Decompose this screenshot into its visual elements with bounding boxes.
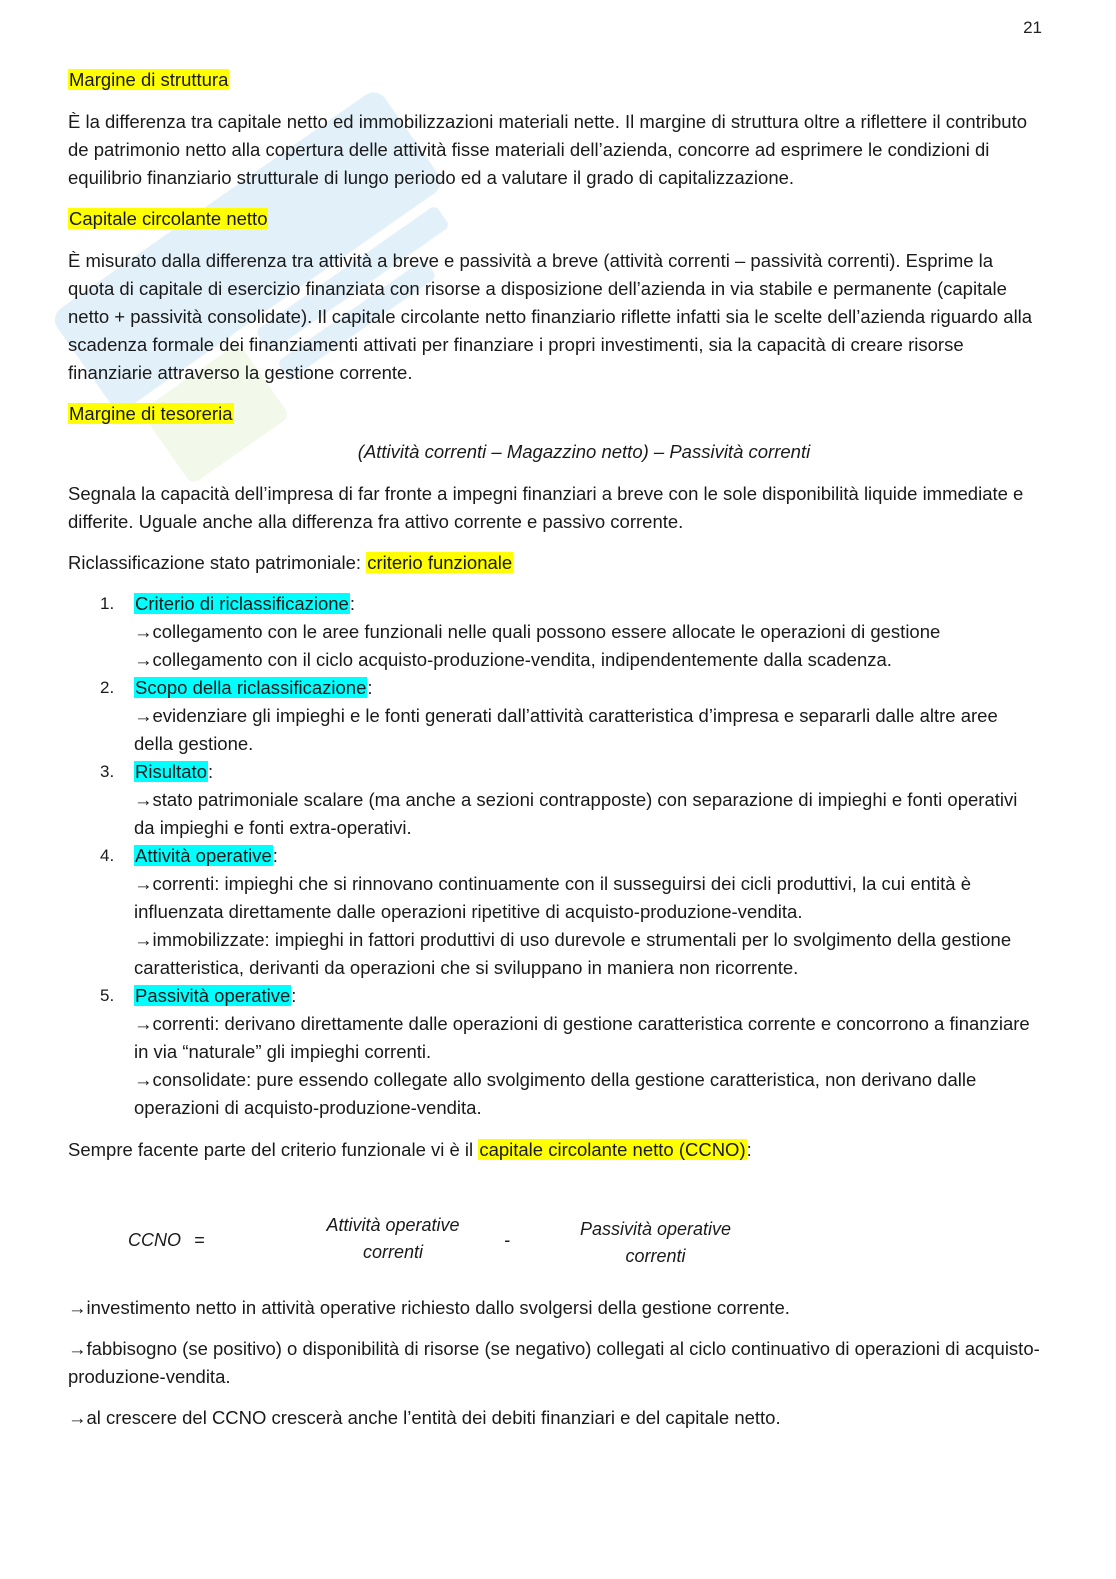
ccno-note: →al crescere del CCNO crescerà anche l’entità dei debiti finanziari e del capitale netto. [68, 1407, 781, 1428]
list-item-title: Attività operative [135, 845, 272, 866]
paragraph-tesoreria: Segnala la capacità dell’impresa di far fronte a impegni finanziari a breve con le sole disponibilità liquide immediate e differite. Uguale anche alla differenza fra attivo corrente e passivo corrente. [68, 483, 1024, 532]
ccno-formula [68, 1164, 1040, 1294]
formula-minus: - [504, 1230, 510, 1250]
list-item-title: Scopo della riclassificazione [135, 677, 367, 698]
intro-highlight: criterio funzionale [367, 552, 513, 573]
intro-end: : [746, 1139, 752, 1160]
list-item-line: →consolidate: pure essendo collegate allo svolgimento della gestione caratteristica, non derivano dalle operazioni di acquisto-produzione-vendita. [134, 1069, 977, 1118]
formula-term-a-line1: Attività operative [326, 1215, 460, 1235]
formula-label: CCNO [128, 1230, 181, 1250]
formula-tesoreria: (Attività correnti – Magazzino netto) – Passività correnti [357, 441, 811, 462]
list-item: Scopo della riclassificazione: →evidenziare gli impieghi e le fonti generati dall’attività caratteristica d’impresa e separarli dalle altre aree della gestione. [134, 674, 1040, 758]
list-item-line: →correnti: derivano direttamente dalle operazioni di gestione caratteristica corrente e concorrono a finanziare in via “naturale” gli impieghi correnti. [134, 1013, 1030, 1062]
formula-term-a-line2: correnti [362, 1242, 424, 1262]
list-item-line: →collegamento con le aree funzionali nelle quali possono essere allocate le operazioni di gestione [134, 621, 941, 642]
list-item-line: →evidenziare gli impieghi e le fonti generati dall’attività caratteristica d’impresa e separarli dalle altre aree della gestione. [134, 705, 998, 754]
list-item-title: Criterio di riclassificazione [135, 593, 349, 614]
criteria-list [68, 590, 1040, 1122]
list-item-line: →correnti: impieghi che si rinnovano continuamente con il susseguirsi dei cicli produttivi, la cui entità è influenzata direttamente dalle operazioni ripetitive di acquisto-produzione-vendita. [134, 873, 972, 922]
intro-text: Riclassificazione stato patrimoniale: [68, 552, 367, 573]
paragraph-ccn: È misurato dalla differenza tra attività a breve e passività a breve (attività correnti – passività correnti). Esprime la quota di capitale di esercizio finanziata con risorse a disposizione dell’azienda in via stabile e permanente (capitale netto + passività consolidate). Il capitale circolante netto finanziario riflette infatti sia le scelte dell’azienda riguardo alla scadenza formale dei finanziamenti attivati per finanziare i propri investimenti, sia la capacità di creare risorse finanziarie attraverso la gestione corrente. [68, 250, 1033, 383]
intro-highlight: capitale circolante netto (CCNO) [479, 1139, 746, 1160]
list-item: Criterio di riclassificazione: →collegamento con le aree funzionali nelle quali possono essere allocate le operazioni di gestione →collegamento con il ciclo acquisto-produzione-vendita, indipendentemente dalla scadenza. [134, 590, 1040, 674]
document-body [68, 66, 1040, 1445]
section-heading-margine-struttura [68, 66, 1040, 94]
list-item-line: →collegamento con il ciclo acquisto-produzione-vendita, indipendentemente dalla scadenza. [134, 649, 892, 670]
ccno-note: →investimento netto in attività operative richiesto dallo svolgersi della gestione corrente. [68, 1297, 790, 1318]
paragraph-margine-struttura: È la differenza tra capitale netto ed immobilizzazioni materiali nette. Il margine di struttura oltre a riflettere il contributo de patrimonio netto alla copertura delle attività fisse materiali dell’azienda, concorre ad esprimere le condizioni di equilibrio finanziario strutturale di lungo periodo ed a valutare il grado di capitalizzazione. [68, 111, 1028, 188]
heading-highlight: Margine di tesoreria [69, 403, 233, 424]
formula-term-b-line2: correnti [625, 1246, 686, 1266]
list-item: Risultato: →stato patrimoniale scalare (ma anche a sezioni contrapposte) con separazione di impieghi e fonti operativi da impieghi e fonti extra-operativi. [134, 758, 1040, 842]
list-item-line: →stato patrimoniale scalare (ma anche a sezioni contrapposte) con separazione di impieghi e fonti operativi da impieghi e fonti extra-operativi. [134, 789, 1018, 838]
ccno-intro [68, 1136, 1040, 1164]
formula-term-b [558, 1216, 753, 1270]
section-heading-tesoreria [68, 400, 1040, 428]
ccno-note: →fabbisogno (se positivo) o disponibilità di risorse (se negativo) collegati al ciclo continuativo di operazioni di acquisto-produzione-vendita. [68, 1338, 1040, 1387]
intro-text: Sempre facente parte del criterio funzionale vi è il [68, 1139, 479, 1160]
page-number: 21 [1023, 18, 1042, 37]
list-item-title: Risultato [135, 761, 207, 782]
heading-highlight: Margine di struttura [69, 69, 229, 90]
list-item-title: Passività operative [135, 985, 291, 1006]
list-item-line: →immobilizzate: impieghi in fattori produttivi di uso durevole e strumentali per lo svolgimento della gestione caratteristica, derivanti da operazioni che si sviluppano in maniera non ricorrente. [134, 929, 1012, 978]
riclassificazione-intro [68, 549, 1040, 577]
formula-term-a [298, 1212, 488, 1266]
list-item: Passività operative: →correnti: derivano direttamente dalle operazioni di gestione caratteristica corrente e concorrono a finanziare in via “naturale” gli impieghi correnti. →consolidate: pure essendo collegate allo svolgimento della gestione caratteristica, non derivano dalle operazioni di acquisto-produzione-vendita. [134, 982, 1040, 1122]
section-heading-ccn [68, 205, 1040, 233]
formula-equals: = [194, 1230, 205, 1250]
list-item: Attività operative: →correnti: impieghi che si rinnovano continuamente con il susseguirsi dei cicli produttivi, la cui entità è influenzata direttamente dalle operazioni ripetitive di acquisto-produzione-vendita. →immobilizzate: impieghi in fattori produttivi di uso durevole e strumentali per lo svolgimento della gestione caratteristica, derivanti da operazioni che si sviluppano in maniera non ricorrente. [134, 842, 1040, 982]
heading-highlight: Capitale circolante netto [69, 208, 268, 229]
formula-term-b-line1: Passività operative [579, 1219, 732, 1239]
